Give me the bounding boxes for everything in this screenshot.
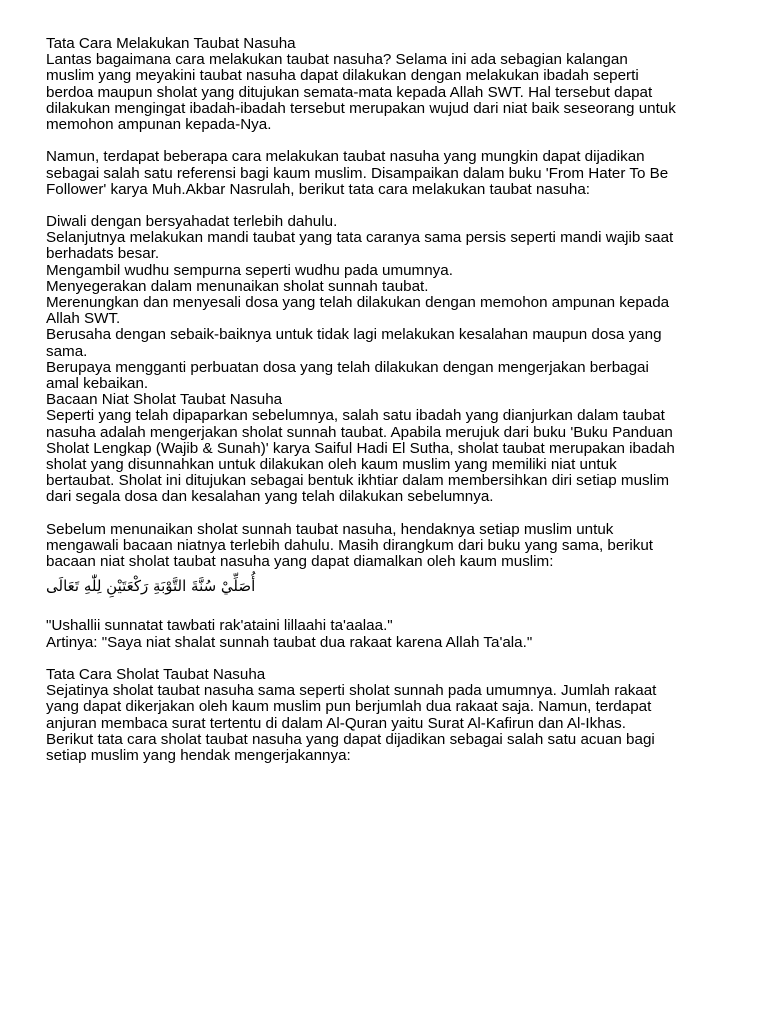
- step-line: Selanjutnya melakukan mandi taubat yang tata caranya sama persis seperti mandi wajib saat: [46, 229, 674, 247]
- heading-bacaan-niat: Bacaan Niat Sholat Taubat Nasuha: [46, 391, 283, 409]
- transliteration-text: "Ushallii sunnatat tawbati rak'ataini lillaahi ta'aalaa.": [46, 617, 393, 635]
- paragraph-sholat-taubat: [46, 408, 768, 505]
- arabic-niat-text: أُصَلِّيْ سُنَّةَ التَّوْبَةِ رَكْعَتَيْنِ لِلّٰهِ تَعَالَى: [46, 577, 256, 596]
- blank-line: [46, 651, 768, 667]
- text-line: Seperti yang telah dipaparkan sebelumnya, salah satu ibadah yang dianjurkan dalam taubat: [46, 407, 665, 425]
- text-line: berdoa maupun sholat yang ditujukan semata-mata kepada Allah SWT. Hal tersebut dapat: [46, 83, 653, 101]
- blank-line: [46, 505, 768, 521]
- text-line: memohon ampunan kepada-Nya.: [46, 115, 272, 133]
- heading-tata-cara-taubat: Tata Cara Melakukan Taubat Nasuha: [46, 35, 296, 52]
- blank-line: [46, 602, 768, 618]
- text-line: Follower' karya Muh.Akbar Nasrulah, berikut tata cara melakukan taubat nasuha:: [46, 180, 591, 198]
- text-line: Sebelum menunaikan sholat sunnah taubat nasuha, hendaknya setiap muslim untuk: [46, 520, 614, 538]
- blank-line: [46, 133, 768, 149]
- step-line: sama.: [46, 342, 88, 360]
- text-line: sholat yang disunnahkan untuk dilakukan oleh kaum muslim yang memiliki niat untuk: [46, 455, 617, 473]
- step-line: amal kebaikan.: [46, 374, 149, 392]
- text-line: Lantas bagaimana cara melakukan taubat nasuha? Selama ini ada sebagian kalangan: [46, 51, 628, 69]
- step-line: berhadats besar.: [46, 245, 160, 263]
- step-line: Berupaya mengganti perbuatan dosa yang telah dilakukan dengan mengerjakan berbagai: [46, 358, 649, 376]
- text-line: sebagai salah satu referensi bagi kaum muslim. Disampaikan dalam buku 'From Hater To Be: [46, 164, 669, 182]
- step-line: Mengambil wudhu sempurna seperti wudhu pada umumnya.: [46, 261, 453, 279]
- text-line: muslim yang meyakini taubat nasuha dapat dilakukan dengan melakukan ibadah seperti: [46, 67, 639, 85]
- steps-list: [46, 214, 768, 392]
- text-line: Berikut tata cara sholat taubat nasuha yang dapat dijadikan sebagai salah satu acuan bagi: [46, 730, 655, 748]
- heading-tata-cara-sholat: Tata Cara Sholat Taubat Nasuha: [46, 665, 266, 683]
- paragraph-sebelum-sholat: [46, 522, 768, 571]
- text-line: anjuran membaca surat tertentu di dalam Al-Quran yaitu Surat Al-Kafirun dan Al-Ikhas.: [46, 714, 626, 732]
- text-line: mengawali bacaan niatnya terlebih dahulu. Masih dirangkum dari buku yang sama, berikut: [46, 536, 654, 554]
- text-line: setiap muslim yang hendak mengerjakannya:: [46, 746, 351, 764]
- step-line: Menyegerakan dalam menunaikan sholat sunnah taubat.: [46, 277, 429, 295]
- text-line: bertaubat. Sholat ini ditujukan sebagai bentuk ikhtiar dalam membersihkan diri setiap muslim: [46, 472, 670, 490]
- text-line: nasuha adalah mengerjakan sholat sunnah taubat. Apabila merujuk dari buku 'Buku Panduan: [46, 423, 673, 441]
- step-line: Diwali dengan bersyahadat terlebih dahulu.: [46, 213, 338, 231]
- step-line: Berusaha dengan sebaik-baiknya untuk tidak lagi melakukan kesalahan maupun dosa yang: [46, 326, 662, 344]
- blank-line: [46, 198, 768, 214]
- text-line: Namun, terdapat beberapa cara melakukan taubat nasuha yang mungkin dapat dijadikan: [46, 148, 645, 166]
- step-line: Merenungkan dan menyesali dosa yang telah dilakukan dengan memohon ampunan kepada: [46, 294, 670, 311]
- paragraph-tata-cara-sholat: [46, 683, 768, 764]
- text-line: dari segala dosa dan kesalahan yang telah dilakukan sebelumnya.: [46, 488, 494, 506]
- text-line: Sejatinya sholat taubat nasuha sama seperti sholat sunnah pada umumnya. Jumlah rakaat: [46, 682, 657, 700]
- text-line: yang dapat dikerjakan oleh kaum muslim pun berjumlah dua rakaat saja. Namun, terdapat: [46, 698, 652, 716]
- text-line: bacaan niat sholat taubat nasuha yang dapat diamalkan oleh kaum muslim:: [46, 553, 554, 570]
- paragraph-intro: [46, 52, 768, 133]
- step-line: Allah SWT.: [46, 310, 121, 328]
- translation-text: Artinya: "Saya niat shalat sunnah taubat dua rakaat karena Allah Ta'ala.": [46, 633, 533, 651]
- text-line: Sholat Lengkap (Wajib & Sunah)' karya Saiful Hadi El Sutha, sholat taubat merupakan ibadah: [46, 439, 675, 457]
- paragraph-reference: [46, 149, 768, 198]
- text-line: dilakukan mengingat ibadah-ibadah tersebut merupakan wujud dari niat baik seseorang untuk: [46, 99, 676, 117]
